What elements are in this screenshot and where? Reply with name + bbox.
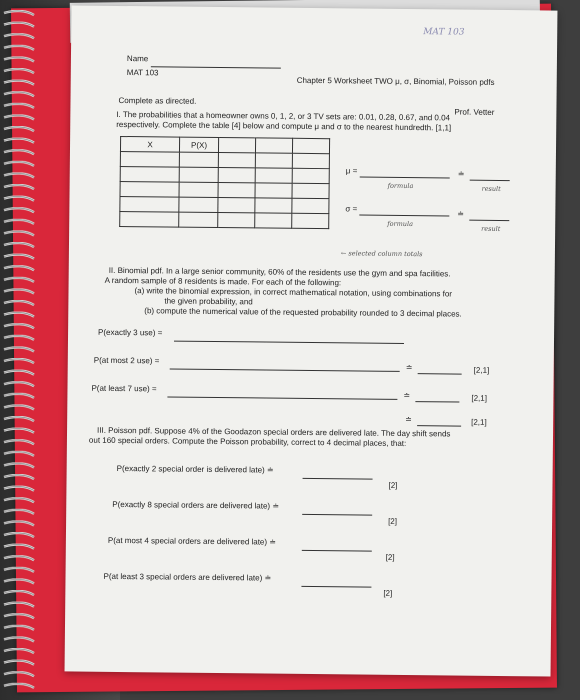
binomial-line2: A random sample of 8 residents is made. For each of the following:: [104, 275, 342, 288]
table-cell[interactable]: [120, 181, 179, 197]
poisson-line2: out 160 special orders. Compute the Poisson probability, correct to 4 decimal places, that:: [88, 435, 407, 449]
table-cell[interactable]: [255, 213, 292, 228]
poisson-line1: III. Poisson pdf. Suppose 4% of the Goodazon special orders are delivered late. The day shift sends: [97, 425, 451, 439]
sigma-formula-line[interactable]: [359, 214, 449, 216]
mu-label: μ =: [345, 166, 358, 176]
binomial-item-3-answer[interactable]: [415, 401, 459, 402]
table-cell[interactable]: [255, 153, 292, 168]
table-header-5[interactable]: [292, 138, 329, 153]
binomial-line1: II. Binomial pdf. In a large senior community, 60% of the residents use the gym and spa facilities.: [108, 265, 451, 279]
table-cell[interactable]: [120, 211, 179, 227]
binomial-item-2-points: [2,1]: [473, 365, 490, 375]
binomial-line4: the given probability, and: [164, 296, 253, 307]
binomial-item-3-approx: ≐: [403, 390, 411, 401]
table-cell[interactable]: [255, 168, 292, 183]
worksheet-page: [65, 5, 558, 676]
table-cell[interactable]: [120, 151, 179, 167]
table-cell[interactable]: [292, 213, 329, 228]
poisson-item-3-points: [2]: [385, 552, 395, 562]
spiral-binding-icon: [0, 10, 40, 690]
poisson-item-3-line[interactable]: [302, 550, 372, 552]
sigma-approx: ≐: [457, 209, 465, 219]
table-cell[interactable]: [255, 183, 292, 198]
binomial-item-3-line[interactable]: [167, 396, 397, 399]
column-totals-note: ← selected column totals: [340, 249, 423, 259]
table-cell[interactable]: [218, 198, 255, 213]
table-cell[interactable]: [179, 167, 218, 182]
table-cell[interactable]: [292, 168, 329, 183]
table-cell[interactable]: [292, 198, 329, 213]
sigma-result-caption: result: [481, 224, 501, 233]
mu-result-caption: result: [481, 184, 501, 193]
table-header-px: P(X): [179, 137, 218, 152]
table-cell[interactable]: [218, 213, 255, 228]
table-cell[interactable]: [120, 166, 179, 182]
poisson-item-1-line[interactable]: [303, 478, 373, 480]
mu-approx: ≐: [457, 169, 465, 179]
poisson-item-4-line[interactable]: [301, 586, 371, 588]
poisson-item-4: P(at least 3 special orders are delivered late) ≐: [103, 571, 272, 583]
binomial-item-3: P(at least 7 use) =: [91, 383, 157, 394]
table-header-3[interactable]: [218, 138, 255, 153]
table-header-x: X: [120, 136, 179, 152]
poisson-item-1: P(exactly 2 special order is delivered late) ≐: [116, 463, 274, 475]
table-cell[interactable]: [179, 182, 218, 197]
table-cell[interactable]: [179, 212, 218, 227]
table-cell[interactable]: [218, 168, 255, 183]
course-label: MAT 103: [126, 68, 159, 78]
binomial-item-2: P(at most 2 use) =: [93, 355, 160, 366]
binomial-item-2-answer[interactable]: [418, 373, 462, 374]
pen-note: MAT 103: [423, 27, 465, 38]
poisson-item-2: P(exactly 8 special orders are delivered late) ≐: [112, 499, 280, 511]
binomial-extra-approx: ≐: [405, 414, 412, 425]
mu-formula-caption: formula: [387, 181, 414, 191]
binomial-extra-answer[interactable]: [417, 425, 461, 426]
table-cell[interactable]: [218, 153, 255, 168]
table-header-4[interactable]: [255, 138, 292, 153]
poisson-item-2-points: [2]: [388, 516, 398, 526]
binomial-extra-points: [2,1]: [471, 417, 487, 427]
sigma-result-line[interactable]: [469, 220, 509, 221]
sigma-label: σ =: [345, 204, 358, 214]
binomial-item-1-line[interactable]: [174, 341, 404, 344]
binomial-item-2-line[interactable]: [170, 369, 400, 372]
table-cell[interactable]: [255, 198, 292, 213]
mu-result-line[interactable]: [470, 180, 510, 181]
binomial-item-1: P(exactly 3 use) =: [98, 327, 163, 338]
worksheet-title: Chapter 5 Worksheet TWO μ, σ, Binomial, Poisson pdfs: [296, 75, 495, 87]
problem1-line1: I. The probabilities that a homeowner owns 0, 1, 2, or 3 TV sets are: 0.01, 0.28, 0.67, and 0.04: [116, 109, 451, 123]
name-label: Name: [126, 54, 149, 64]
probability-table: [119, 136, 330, 229]
poisson-item-3: P(at most 4 special orders are delivered late) ≐: [107, 535, 277, 547]
table-cell[interactable]: [292, 183, 329, 198]
table-cell[interactable]: [292, 153, 329, 168]
table-cell[interactable]: [179, 197, 218, 212]
problem1-line2: respectively. Complete the table [4] below and compute μ and σ to the nearest hundredth. [1,1]: [116, 119, 452, 133]
directions: Complete as directed.: [118, 95, 197, 106]
sigma-formula-caption: formula: [387, 219, 414, 229]
poisson-item-1-points: [2]: [388, 480, 398, 490]
binomial-line5: (b) compute the numerical value of the requested probability rounded to 3 decimal places.: [144, 306, 462, 319]
table-cell[interactable]: [218, 183, 255, 198]
poisson-item-2-line[interactable]: [302, 514, 372, 516]
name-line: [151, 66, 281, 68]
binomial-line3: (a) write the binomial expression, in correct mathematical notation, using combinations for: [134, 286, 453, 299]
mu-formula-line[interactable]: [360, 177, 450, 179]
table-cell[interactable]: [179, 152, 218, 167]
poisson-item-4-points: [2]: [383, 588, 393, 598]
instructor: Prof. Vetter: [454, 107, 495, 117]
table-cell[interactable]: [120, 196, 179, 212]
binomial-item-2-approx: ≐: [405, 362, 413, 373]
binomial-item-3-points: [2,1]: [471, 393, 488, 403]
